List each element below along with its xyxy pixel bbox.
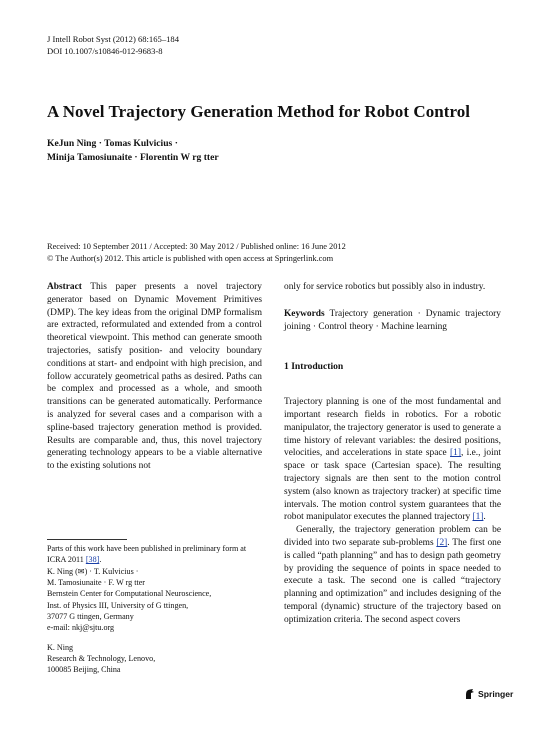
affiliation-line: Research & Technology, Lenovo, xyxy=(47,654,156,664)
affiliation-line: 100085 Beijing, China xyxy=(47,665,121,675)
authors-line-2: Minija Tamosiunaite · Florentin W rg tter xyxy=(47,152,219,163)
publisher-name: Springer xyxy=(478,689,514,699)
citation-link[interactable]: [2] xyxy=(436,537,448,548)
citation-link[interactable]: [1] xyxy=(450,448,461,459)
footnote: Parts of this work have been published in preliminary form at ICRA 2011 [38]. xyxy=(47,544,247,565)
journal-header xyxy=(47,33,179,57)
affiliation-block-1 xyxy=(47,566,262,633)
keywords-text: Trajectory generation · Dynamic trajectory joining · Control theory · Machine learning xyxy=(284,308,501,332)
abstract-continuation: only for service robotics but possibly also in industry. xyxy=(284,282,486,292)
right-column xyxy=(284,281,501,627)
affiliation-line: Bernstein Center for Computational Neuroscience, xyxy=(47,589,212,599)
affiliation-line: Inst. of Physics III, University of G ttingen, xyxy=(47,600,189,610)
dates-line: Received: 10 September 2011 / Accepted: 30 May 2012 / Published online: 16 June 2012 xyxy=(47,242,346,251)
intro-paragraph-2: Generally, the trajectory generation problem can be divided into two separate sub-problems [2]. The first one is called “path planning” and has to design path geometry by providing the sequence of points in space needed to execute a task. The second one is called “trajectory planning and optimization” and includes designing of the temporal (dynamic) structure of the trajectory based on optimization criteria. The second aspect covers xyxy=(284,525,501,625)
journal-citation: J Intell Robot Syst (2012) 68:165–184 xyxy=(47,34,180,44)
copyright-line: © The Author(s) 2012. This article is published with open access at Springerlink.com xyxy=(47,254,334,263)
doi[interactable]: DOI 10.1007/s10846-012-9683-8 xyxy=(47,46,163,56)
publisher-logo xyxy=(464,688,513,700)
abstract-label: Abstract xyxy=(47,282,82,292)
abstract-text: This paper presents a novel trajectory generator based on Dynamic Movement Primitives (DMP). The key ideas from the original DMP formalism are extracted, reformulated and extended from a control theoretical viewpoint. This method can generate smooth trajectories, satisfy position- and velocity boundary conditions at start- and endpoint with high precision, and follow accurately geometrical paths as desired. Paths can be complex and processed as a whole, and smooth transitions can be generated automatically. Performance is analyzed for several cases and a comparison with a spline-based trajectory generation method is provided. Results are comparable and, thus, this novel trajectory generating technology appears to be a viable alternative to the existing solutions not xyxy=(47,282,262,472)
footnote-divider xyxy=(47,539,127,540)
affiliation-line: M. Tamosiunaite · F. W rg tter xyxy=(47,578,146,588)
intro-paragraph-1: Trajectory planning is one of the most fundamental and important research fields in robotics. For a robotic manipulator, the trajectory generator is used to generate a time history of relevant variables: the desired positions, velocities, and accelerations in state space [1], i.e., joint space or task space (Cartesian space). The resulting trajectory signals are then sent to the motion control system (also known as trajectory tracker) at specific time intervals. The motion control system guarantees that the robot manipulator executes the planned trajectory [1]. xyxy=(284,397,501,523)
affiliation-block-2 xyxy=(47,642,262,676)
keywords-label: Keywords xyxy=(284,308,325,319)
left-column xyxy=(47,281,262,473)
author-list xyxy=(47,137,219,165)
springer-horse-icon xyxy=(464,688,475,700)
affiliation-line: K. Ning xyxy=(47,643,74,652)
keywords xyxy=(284,308,501,334)
email[interactable]: e-mail: nkj@sjtu.org xyxy=(47,623,115,633)
publication-dates xyxy=(47,241,346,265)
abstract xyxy=(47,281,262,473)
citation-link[interactable]: [1] xyxy=(472,512,484,523)
authors-line-1: KeJun Ning · Tomas Kulvicius · xyxy=(47,138,178,149)
citation-link[interactable]: [38] xyxy=(85,555,100,565)
section-heading: 1 Introduction xyxy=(284,361,344,373)
affiliation-line: K. Ning (✉) · T. Kulvicius · xyxy=(47,567,139,576)
affiliation-line: 37077 G ttingen, Germany xyxy=(47,611,134,621)
paper-title: A Novel Trajectory Generation Method for Robot Control xyxy=(47,102,471,121)
